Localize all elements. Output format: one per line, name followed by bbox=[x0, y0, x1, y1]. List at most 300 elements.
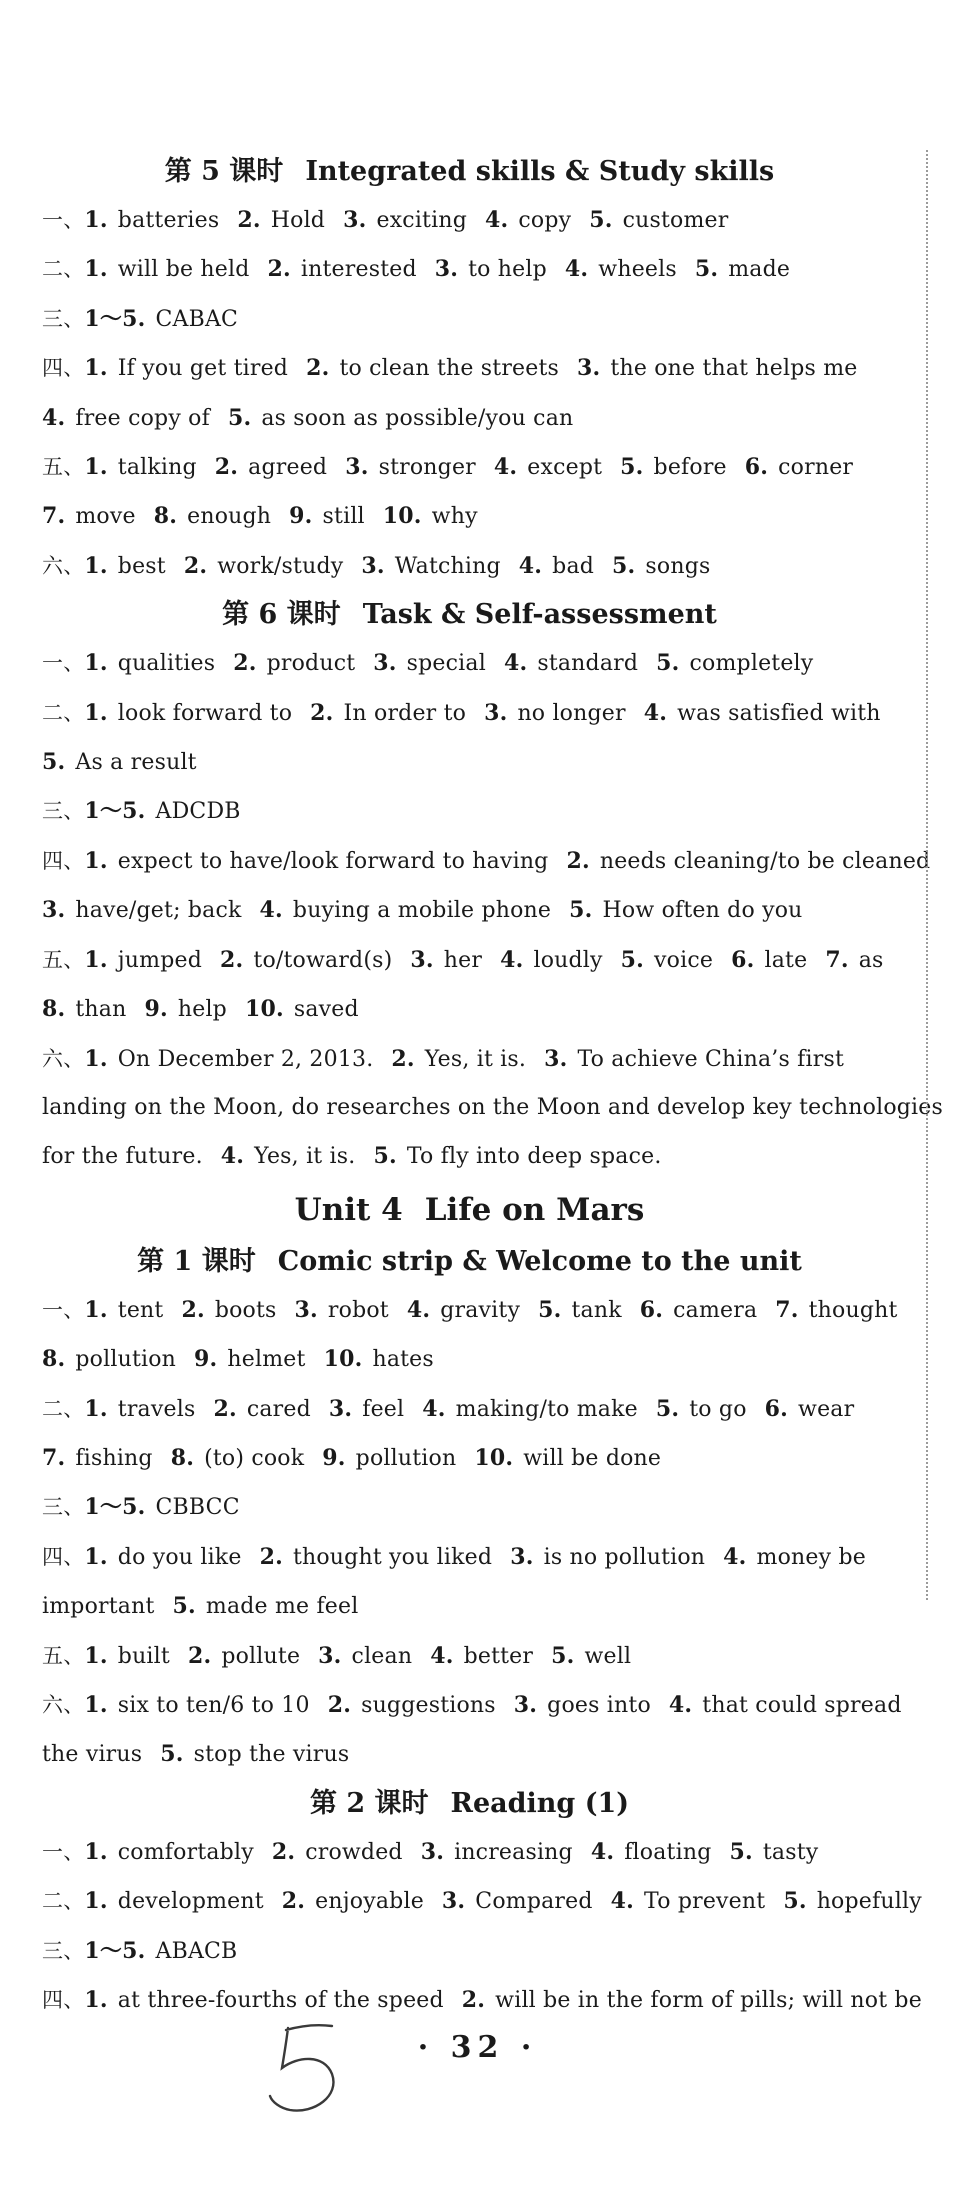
answer-text: needs cleaning/to be cleaned bbox=[599, 848, 931, 874]
answer-line bbox=[42, 542, 897, 591]
lesson-number: 第 6 课时 bbox=[222, 599, 341, 631]
question-number: 9. bbox=[289, 503, 313, 530]
answer-text: to clean the streets bbox=[339, 356, 560, 382]
question-number: 10. bbox=[323, 1346, 363, 1373]
question-number: 2. bbox=[461, 1987, 486, 2013]
answer-text: do you like bbox=[117, 1544, 242, 1570]
answer-text: made bbox=[728, 257, 791, 283]
answer-text: well bbox=[584, 1643, 632, 1669]
question-number: 1～5. bbox=[84, 1494, 146, 1521]
question-number: 3. bbox=[343, 207, 367, 233]
question-number: 4. bbox=[668, 1691, 693, 1718]
answer-text: saved bbox=[293, 997, 359, 1023]
exercise-label: 三、 bbox=[42, 1495, 85, 1520]
answer-line bbox=[42, 196, 897, 245]
answer-text: development bbox=[117, 1889, 264, 1915]
answer-line bbox=[42, 344, 897, 393]
question-number: 1～5. bbox=[84, 305, 146, 332]
question-number: 5. bbox=[783, 1888, 807, 1915]
answer-line bbox=[42, 1828, 897, 1877]
answer-line bbox=[42, 394, 897, 443]
question-number: 3. bbox=[420, 1838, 445, 1865]
answer-text: her bbox=[443, 947, 483, 973]
question-number: 7. bbox=[42, 1444, 66, 1471]
answer-text: voice bbox=[654, 947, 714, 973]
exercise-label: 六、 bbox=[42, 1692, 85, 1717]
question-number: 1. bbox=[84, 1395, 108, 1422]
answer-text: no longer bbox=[517, 700, 626, 726]
exercise-label: 三、 bbox=[42, 306, 85, 331]
answer-text: late bbox=[764, 947, 808, 973]
answer-text: To achieve China’s first bbox=[577, 1046, 845, 1072]
page-edge-dots bbox=[926, 150, 928, 1600]
unit-title bbox=[42, 1182, 897, 1238]
answer-line bbox=[42, 1582, 897, 1631]
question-number: 5. bbox=[656, 650, 680, 677]
exercise-label: 六、 bbox=[42, 553, 85, 578]
question-number: 3. bbox=[410, 946, 434, 973]
question-number: 5. bbox=[589, 207, 613, 233]
question-number: 3. bbox=[361, 552, 385, 579]
question-number: 1. bbox=[84, 1888, 108, 1915]
question-number: 5. bbox=[569, 897, 593, 924]
answer-text: increasing bbox=[454, 1839, 573, 1865]
question-number: 5. bbox=[655, 1395, 680, 1422]
answer-text: tank bbox=[571, 1297, 622, 1323]
answer-text: is no pollution bbox=[543, 1544, 706, 1570]
question-number: 4. bbox=[610, 1888, 635, 1915]
answer-text: thought you liked bbox=[292, 1544, 493, 1570]
answer-text: special bbox=[406, 651, 486, 677]
question-number: 3. bbox=[328, 1395, 353, 1422]
answer-text: wheels bbox=[598, 257, 677, 283]
answer-text: talking bbox=[117, 455, 197, 481]
answer-text: will be in the form of pills; will not be bbox=[495, 1988, 922, 2013]
exercise-label: 二、 bbox=[42, 257, 85, 282]
answer-text: ABACB bbox=[155, 1938, 238, 1964]
question-number: 8. bbox=[170, 1444, 195, 1471]
question-number: 3. bbox=[373, 650, 397, 677]
answer-text: was satisfied with bbox=[677, 700, 881, 726]
exercise-label: 四、 bbox=[42, 1988, 85, 2012]
answer-text: suggestions bbox=[361, 1692, 496, 1718]
answer-text: batteries bbox=[117, 208, 220, 233]
answer-line bbox=[42, 492, 897, 541]
answer-text: stronger bbox=[378, 455, 476, 481]
answer-text: product bbox=[266, 651, 356, 677]
question-number: 10. bbox=[382, 503, 422, 530]
answer-text: goes into bbox=[547, 1692, 651, 1718]
answer-line bbox=[42, 639, 897, 688]
answer-text: As a result bbox=[75, 750, 197, 776]
answer-text: move bbox=[75, 504, 136, 530]
question-number: 4. bbox=[500, 946, 524, 973]
question-number: 5. bbox=[620, 454, 644, 481]
answer-text: Watching bbox=[394, 553, 501, 579]
question-number: 4. bbox=[422, 1395, 446, 1422]
answer-line bbox=[42, 1632, 897, 1681]
question-number: 3. bbox=[484, 699, 508, 726]
exercise-label: 二、 bbox=[42, 1889, 85, 1914]
lesson-topic: Integrated skills & Study skills bbox=[305, 156, 775, 187]
question-number: 1. bbox=[84, 1691, 108, 1718]
question-number: 3. bbox=[577, 355, 601, 382]
question-number: 1. bbox=[84, 1987, 108, 2013]
answer-text: help bbox=[177, 997, 227, 1023]
answer-line bbox=[42, 1286, 897, 1335]
answer-line bbox=[42, 1132, 897, 1181]
answer-line bbox=[42, 1434, 897, 1483]
question-number: 4. bbox=[259, 897, 283, 924]
answer-text: CABAC bbox=[155, 306, 239, 332]
lesson-topic: Reading (1) bbox=[450, 1787, 630, 1819]
answer-text: If you get tired bbox=[117, 356, 289, 382]
question-number: 4. bbox=[493, 454, 518, 481]
question-number: 5. bbox=[620, 946, 645, 973]
answer-text: work/study bbox=[217, 553, 344, 579]
answer-text: floating bbox=[624, 1839, 712, 1865]
answer-text: expect to have/look forward to having bbox=[117, 848, 549, 874]
answer-text: for the future. bbox=[42, 1144, 203, 1170]
question-number: 2. bbox=[267, 256, 291, 283]
answer-text: will be done bbox=[523, 1445, 662, 1471]
answer-text: completely bbox=[689, 651, 814, 677]
question-number: 2. bbox=[237, 207, 261, 233]
answer-text: better bbox=[463, 1643, 534, 1669]
answer-text: to go bbox=[689, 1396, 747, 1422]
question-number: 2. bbox=[220, 946, 244, 973]
exercise-label: 四、 bbox=[42, 848, 85, 873]
answer-text: songs bbox=[645, 553, 711, 579]
question-number: 10. bbox=[474, 1444, 514, 1471]
lesson-number: 第 5 课时 bbox=[164, 156, 284, 187]
answer-text: jumped bbox=[117, 947, 203, 973]
page-number: · 32 · bbox=[417, 2030, 538, 2065]
answer-text: travels bbox=[117, 1396, 196, 1422]
answer-text: In order to bbox=[343, 700, 467, 726]
question-number: 2. bbox=[181, 1296, 205, 1323]
exercise-label: 二、 bbox=[42, 700, 85, 725]
question-number: 1. bbox=[84, 650, 108, 677]
answer-text: the one that helps me bbox=[610, 356, 858, 382]
question-number: 2. bbox=[566, 847, 590, 874]
exercise-label: 一、 bbox=[42, 1297, 85, 1322]
exercise-label: 一、 bbox=[42, 651, 85, 676]
question-number: 4. bbox=[518, 552, 543, 579]
answer-line bbox=[42, 1976, 922, 2025]
question-number: 1. bbox=[84, 552, 108, 579]
answer-line bbox=[42, 1084, 944, 1132]
question-number: 2. bbox=[391, 1045, 415, 1072]
answer-text: gravity bbox=[440, 1297, 521, 1323]
answer-text: look forward to bbox=[117, 700, 293, 726]
answer-line bbox=[42, 1335, 897, 1384]
answer-text: Compared bbox=[475, 1889, 593, 1915]
answer-line bbox=[42, 1681, 902, 1730]
answer-text: enjoyable bbox=[315, 1889, 424, 1915]
exercise-label: 五、 bbox=[42, 1643, 85, 1668]
answer-text: best bbox=[117, 553, 166, 579]
answer-text: On December 2, 2013. bbox=[117, 1046, 374, 1072]
question-number: 1. bbox=[84, 1838, 108, 1865]
question-number: 3. bbox=[42, 897, 66, 924]
answer-text: helmet bbox=[227, 1347, 306, 1373]
answer-text: free copy of bbox=[75, 405, 210, 431]
answer-text: money be bbox=[756, 1544, 866, 1570]
question-number: 5. bbox=[172, 1593, 196, 1620]
question-number: 5. bbox=[227, 404, 252, 431]
question-number: 1. bbox=[84, 699, 108, 726]
answer-text: standard bbox=[537, 651, 639, 677]
answer-line bbox=[42, 1483, 897, 1532]
answer-line bbox=[42, 837, 931, 886]
answer-line bbox=[42, 1385, 897, 1434]
answer-text: than bbox=[75, 997, 127, 1023]
exercise-label: 一、 bbox=[42, 208, 85, 232]
exercise-label: 三、 bbox=[42, 1938, 85, 1963]
question-number: 3. bbox=[441, 1888, 466, 1915]
lesson-title bbox=[42, 1238, 897, 1286]
answer-line bbox=[42, 985, 897, 1034]
answer-text: built bbox=[117, 1643, 170, 1669]
question-number: 4. bbox=[42, 404, 66, 431]
answer-text: qualities bbox=[117, 651, 216, 677]
answer-line bbox=[42, 1035, 897, 1084]
answer-text: at three-fourths of the speed bbox=[117, 1988, 444, 2013]
question-number: 1～5. bbox=[84, 1937, 146, 1964]
question-number: 8. bbox=[153, 503, 178, 530]
lesson-title bbox=[42, 148, 897, 196]
question-number: 4. bbox=[590, 1838, 615, 1865]
answer-text: six to ten/6 to 10 bbox=[117, 1692, 310, 1718]
answer-text: boots bbox=[214, 1297, 277, 1323]
question-number: 3. bbox=[434, 256, 459, 283]
answer-text: CBBCC bbox=[155, 1495, 240, 1521]
answer-text: tasty bbox=[762, 1839, 819, 1865]
answer-text: Hold bbox=[270, 208, 326, 233]
answer-text: ADCDB bbox=[155, 799, 241, 825]
question-number: 1. bbox=[84, 207, 108, 233]
answer-line bbox=[42, 738, 897, 787]
answer-text: enough bbox=[187, 504, 272, 530]
question-number: 5. bbox=[42, 749, 66, 776]
answer-text: to/toward(s) bbox=[253, 947, 393, 973]
answer-text: to help bbox=[468, 257, 547, 283]
question-number: 5. bbox=[551, 1642, 575, 1669]
answer-text: To prevent bbox=[644, 1889, 766, 1915]
exercise-label: 三、 bbox=[42, 799, 85, 824]
question-number: 6. bbox=[731, 946, 755, 973]
question-number: 5. bbox=[538, 1296, 562, 1323]
answer-text: hates bbox=[372, 1347, 434, 1373]
answer-text: copy bbox=[518, 208, 572, 233]
question-number: 3. bbox=[510, 1543, 534, 1570]
answer-text: except bbox=[527, 455, 603, 481]
answer-text: hopefully bbox=[816, 1889, 922, 1915]
answer-text: why bbox=[431, 504, 478, 530]
lesson-topic: Task & Self-assessment bbox=[362, 599, 717, 631]
answer-text: buying a mobile phone bbox=[292, 898, 552, 924]
answer-line bbox=[42, 443, 897, 492]
answer-text: tent bbox=[117, 1297, 164, 1323]
answer-text: will be held bbox=[117, 257, 250, 283]
question-number: 1. bbox=[84, 355, 108, 382]
question-number: 4. bbox=[723, 1543, 747, 1570]
question-number: 4. bbox=[484, 207, 509, 233]
answer-text: as soon as possible/you can bbox=[261, 405, 574, 431]
answer-line bbox=[42, 245, 897, 294]
answer-text: before bbox=[653, 455, 727, 481]
answer-text: Yes, it is. bbox=[254, 1144, 356, 1170]
answer-text: have/get; back bbox=[75, 898, 242, 924]
question-number: 1. bbox=[84, 256, 108, 283]
answer-text: customer bbox=[622, 208, 729, 233]
exercise-label: 五、 bbox=[42, 455, 85, 480]
question-number: 4. bbox=[430, 1642, 454, 1669]
question-number: 2. bbox=[310, 699, 334, 726]
question-number: 2. bbox=[259, 1543, 283, 1570]
question-number: 9. bbox=[194, 1346, 218, 1373]
answer-line bbox=[42, 787, 897, 836]
answer-text: pollution bbox=[355, 1445, 457, 1471]
answer-text: comfortably bbox=[117, 1839, 254, 1865]
question-number: 2. bbox=[214, 454, 239, 481]
answer-text: Yes, it is. bbox=[424, 1046, 527, 1072]
answer-text: feel bbox=[362, 1396, 405, 1422]
question-number: 5. bbox=[612, 552, 636, 579]
answer-line bbox=[42, 1533, 897, 1582]
question-number: 7. bbox=[775, 1296, 799, 1323]
unit-lesson-sections bbox=[42, 1238, 922, 2026]
question-number: 6. bbox=[744, 454, 769, 481]
exercise-label: 一、 bbox=[42, 1839, 85, 1864]
question-number: 2. bbox=[327, 1691, 352, 1718]
question-number: 1. bbox=[84, 454, 108, 481]
question-number: 5. bbox=[729, 1838, 753, 1865]
lesson-title bbox=[42, 1780, 897, 1828]
answer-text: the virus bbox=[42, 1742, 143, 1768]
answer-line bbox=[42, 1927, 897, 1976]
answer-text: stop the virus bbox=[193, 1742, 350, 1768]
question-number: 9. bbox=[322, 1444, 346, 1471]
question-number: 1. bbox=[84, 847, 108, 874]
question-number: 2. bbox=[187, 1642, 212, 1669]
answer-text: important bbox=[42, 1594, 155, 1620]
question-number: 1. bbox=[84, 1543, 108, 1570]
lesson-number: 第 2 课时 bbox=[309, 1787, 429, 1819]
answer-text: pollute bbox=[221, 1643, 301, 1669]
question-number: 10. bbox=[244, 996, 284, 1023]
question-number: 2. bbox=[306, 355, 330, 382]
question-number: 6. bbox=[764, 1395, 789, 1422]
question-number: 6. bbox=[639, 1296, 664, 1323]
answer-line bbox=[42, 689, 897, 738]
question-number: 1. bbox=[84, 1296, 108, 1323]
exercise-label: 五、 bbox=[42, 947, 85, 972]
exercise-label: 四、 bbox=[42, 1544, 85, 1569]
answer-text: camera bbox=[673, 1297, 758, 1323]
question-number: 9. bbox=[144, 996, 168, 1023]
question-number: 1. bbox=[84, 1642, 108, 1669]
question-number: 4. bbox=[503, 650, 528, 677]
answer-text: still bbox=[322, 504, 365, 530]
answer-text: wear bbox=[798, 1396, 855, 1422]
lesson-title bbox=[42, 591, 897, 639]
answer-text: making/to make bbox=[455, 1396, 638, 1422]
answer-text: To fly into deep space. bbox=[406, 1144, 662, 1170]
question-number: 7. bbox=[825, 946, 849, 973]
answer-text: exciting bbox=[376, 208, 467, 233]
question-number: 4. bbox=[406, 1296, 431, 1323]
answer-text: corner bbox=[778, 455, 854, 481]
exercise-label: 二、 bbox=[42, 1396, 85, 1421]
question-number: 1. bbox=[84, 946, 108, 973]
question-number: 3. bbox=[513, 1691, 538, 1718]
question-number: 1. bbox=[84, 1045, 108, 1072]
lesson-topic: Comic strip & Welcome to the unit bbox=[277, 1245, 802, 1277]
question-number: 4. bbox=[220, 1143, 245, 1170]
answer-text: interested bbox=[300, 257, 417, 283]
answer-text: crowded bbox=[305, 1839, 403, 1865]
answer-text: thought bbox=[808, 1297, 898, 1323]
answer-text: (to) cook bbox=[204, 1445, 305, 1471]
question-number: 8. bbox=[42, 1346, 66, 1373]
answer-line bbox=[42, 295, 897, 344]
answer-text: as bbox=[858, 947, 884, 973]
answer-text: cared bbox=[246, 1396, 311, 1422]
question-number: 2. bbox=[233, 650, 257, 677]
answer-text: fishing bbox=[75, 1445, 153, 1471]
answer-text: loudly bbox=[533, 947, 603, 973]
answer-text: bad bbox=[552, 553, 595, 579]
answer-text: How often do you bbox=[602, 898, 803, 924]
question-number: 3. bbox=[318, 1642, 342, 1669]
question-number: 1～5. bbox=[84, 798, 146, 825]
exercise-label: 六、 bbox=[42, 1046, 85, 1071]
question-number: 3. bbox=[544, 1045, 568, 1072]
question-number: 4. bbox=[643, 699, 668, 726]
question-number: 4. bbox=[564, 256, 589, 283]
answer-line bbox=[42, 886, 897, 935]
question-number: 3. bbox=[294, 1296, 318, 1323]
answer-text: agreed bbox=[248, 455, 328, 481]
lesson-number: 第 1 课时 bbox=[137, 1245, 256, 1277]
lesson-sections bbox=[42, 148, 944, 1182]
question-number: 2. bbox=[183, 552, 208, 579]
answer-text: made me feel bbox=[205, 1594, 359, 1620]
answer-text: landing on the Moon, do researches on the Moon and develop key technologies bbox=[42, 1094, 944, 1120]
answer-line bbox=[42, 1877, 922, 1926]
answer-line bbox=[42, 1730, 897, 1779]
answer-text: robot bbox=[327, 1297, 389, 1323]
answer-line bbox=[42, 936, 897, 985]
question-number: 2. bbox=[213, 1395, 237, 1422]
question-number: 3. bbox=[345, 454, 369, 481]
unit-number: Unit 4 bbox=[294, 1191, 403, 1228]
question-number: 2. bbox=[271, 1838, 296, 1865]
question-number: 2. bbox=[281, 1888, 306, 1915]
exercise-label: 四、 bbox=[42, 356, 85, 381]
question-number: 7. bbox=[42, 503, 66, 530]
answer-text: clean bbox=[351, 1643, 413, 1669]
question-number: 5. bbox=[373, 1143, 397, 1170]
answer-text: pollution bbox=[75, 1347, 177, 1373]
question-number: 5. bbox=[160, 1741, 184, 1768]
question-number: 8. bbox=[42, 996, 66, 1023]
answer-text: that could spread bbox=[702, 1692, 902, 1718]
question-number: 5. bbox=[694, 256, 719, 283]
unit-name: Life on Mars bbox=[424, 1191, 645, 1228]
